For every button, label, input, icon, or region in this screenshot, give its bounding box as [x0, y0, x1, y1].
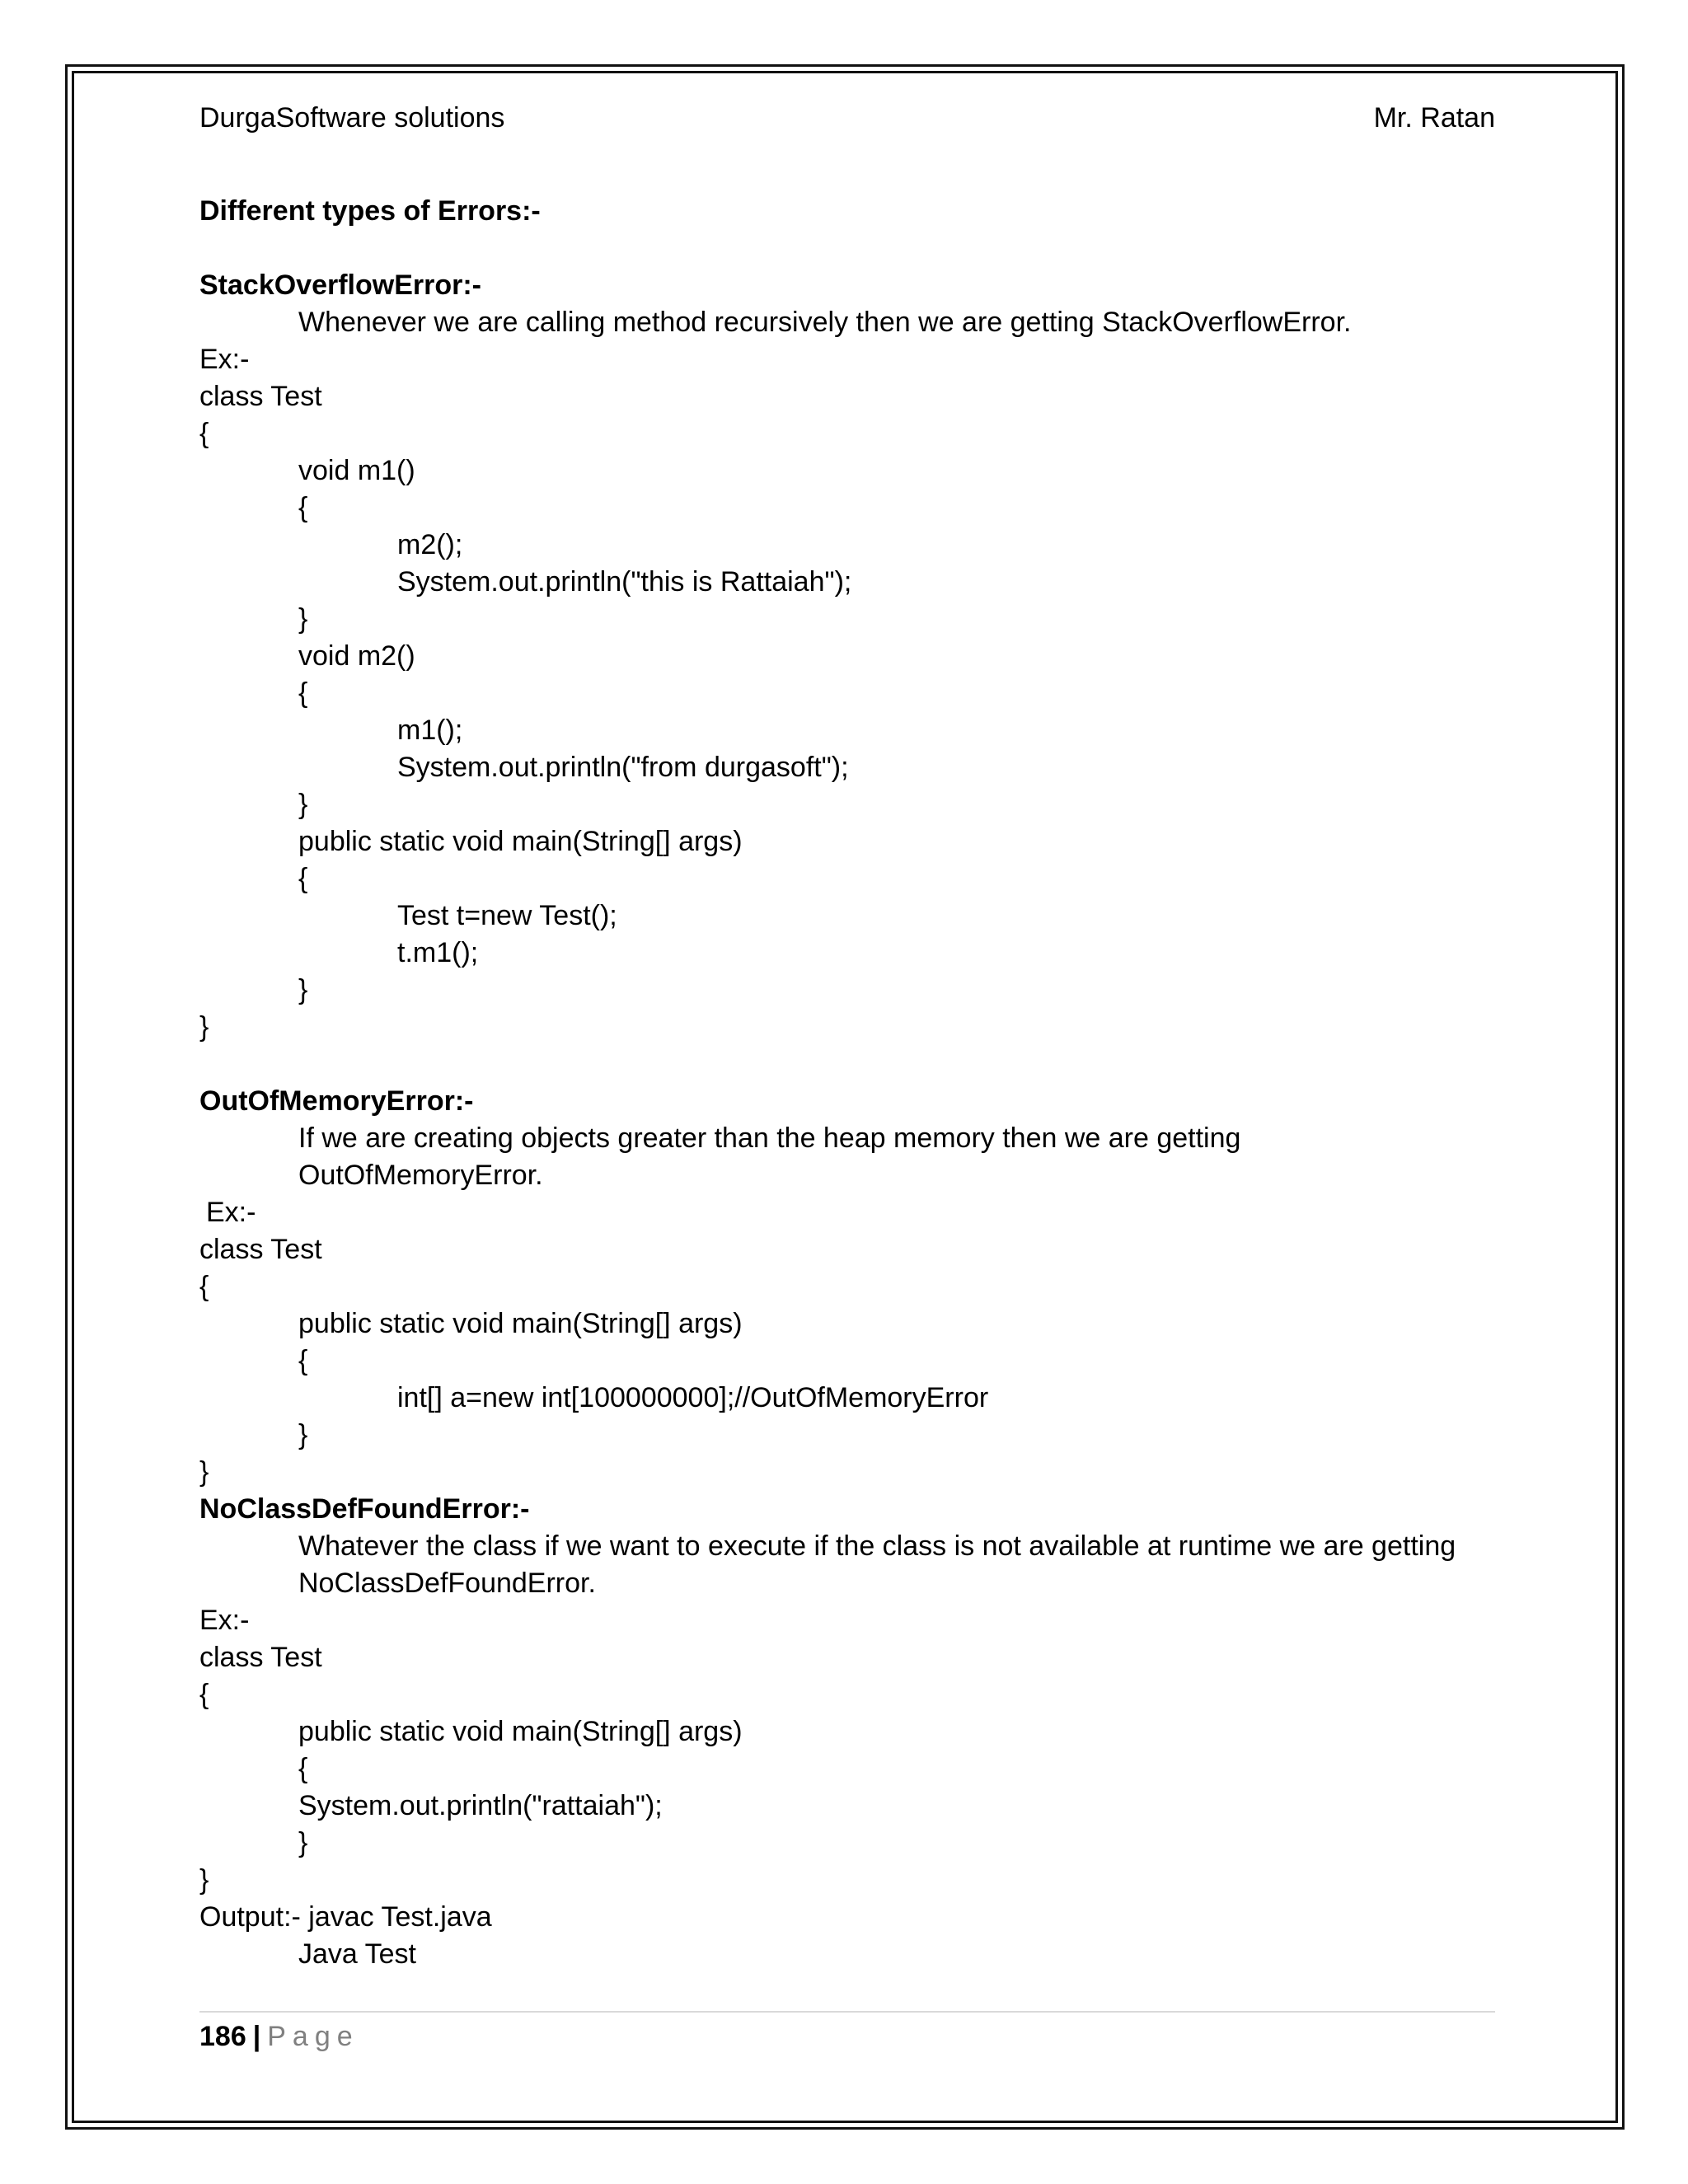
code-line: }	[199, 1456, 209, 1488]
code-line: System.out.println("this is Rattaiah");	[397, 566, 852, 598]
code-line: {	[298, 1753, 308, 1784]
code-line: public static void main(String[] args)	[298, 1716, 743, 1747]
header-left: DurgaSoftware solutions	[199, 101, 505, 134]
page-footer	[199, 2011, 1495, 2053]
code-line: }	[298, 789, 308, 820]
outofmemory-desc-line1: If we are creating objects greater than the heap memory then we are getting	[298, 1122, 1241, 1154]
code-line: class Test	[199, 1642, 322, 1673]
noclassdef-desc-line1: Whatever the class if we want to execute if the class is not available at runtime we are getting	[298, 1530, 1456, 1562]
outofmemory-title: OutOfMemoryError:-	[199, 1085, 474, 1117]
code-line: {	[199, 418, 209, 449]
page-number: 186	[199, 2021, 246, 2052]
code-line: void m1()	[298, 455, 415, 486]
code-line: t.m1();	[397, 937, 479, 968]
code-line: {	[298, 492, 308, 523]
code-line: {	[298, 863, 308, 894]
code-line: }	[199, 1011, 209, 1043]
code-line: void m2()	[298, 640, 415, 672]
page-label: Page	[267, 2021, 359, 2052]
code-line: {	[298, 677, 308, 709]
outofmemory-desc-line2: OutOfMemoryError.	[298, 1160, 543, 1191]
section-heading: Different types of Errors:-	[199, 195, 541, 227]
page-header	[199, 95, 1495, 141]
output-line1: Output:- javac Test.java	[199, 1901, 492, 1933]
code-line: {	[199, 1271, 209, 1302]
code-line: }	[298, 603, 308, 635]
code-line: Test t=new Test();	[397, 900, 617, 931]
code-line: {	[298, 1345, 308, 1376]
header-right: Mr. Ratan	[1373, 101, 1495, 134]
code-line: m1();	[397, 715, 463, 746]
stackoverflow-title: StackOverflowError:-	[199, 269, 481, 301]
code-line: public static void main(String[] args)	[298, 1308, 743, 1339]
code-line: System.out.println("rattaiah");	[298, 1790, 663, 1821]
code-line: {	[199, 1679, 209, 1710]
code-line: class Test	[199, 381, 322, 412]
noclassdef-ex-label: Ex:-	[199, 1605, 250, 1636]
stackoverflow-desc: Whenever we are calling method recursively then we are getting StackOverflowError.	[298, 307, 1352, 338]
code-line: public static void main(String[] args)	[298, 826, 743, 857]
code-line: }	[298, 974, 308, 1005]
noclassdef-desc-line2: NoClassDefFoundError.	[298, 1568, 596, 1599]
code-line: m2();	[397, 529, 463, 560]
code-line: System.out.println("from durgasoft");	[397, 752, 849, 783]
code-line: }	[199, 1864, 209, 1896]
code-line: }	[298, 1827, 308, 1858]
footer-separator: |	[252, 2021, 261, 2052]
noclassdef-title: NoClassDefFoundError:-	[199, 1493, 530, 1525]
stackoverflow-ex-label: Ex:-	[199, 344, 250, 375]
document-page	[199, 95, 1495, 1973]
code-line: }	[298, 1419, 308, 1451]
outofmemory-ex-label: Ex:-	[206, 1197, 256, 1228]
output-line2: Java Test	[298, 1938, 417, 1970]
code-line: int[] a=new int[100000000];//OutOfMemoryError	[397, 1382, 989, 1413]
code-line: class Test	[199, 1234, 322, 1265]
